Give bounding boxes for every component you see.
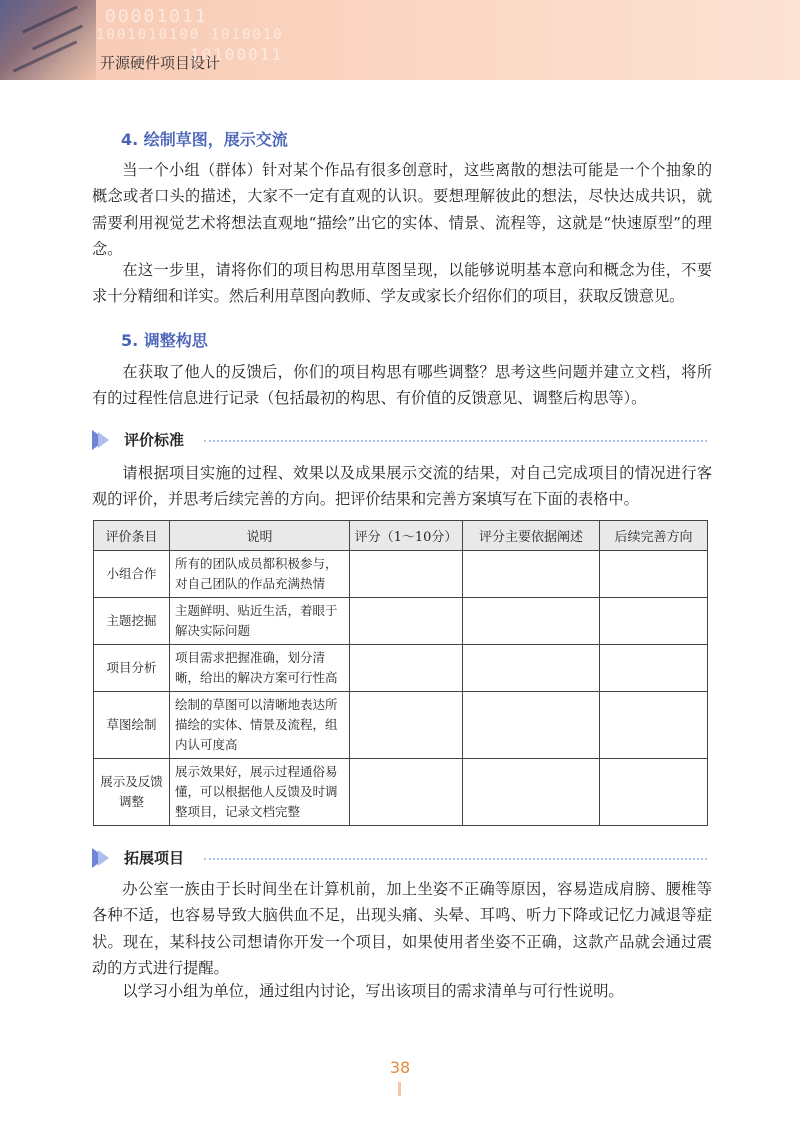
table-row: [94, 598, 708, 645]
score-cell[interactable]: [350, 759, 463, 826]
binary-decoration: 1001010100 1010010: [96, 27, 284, 43]
section-5-heading: 5. 调整构思: [121, 331, 208, 350]
score-cell[interactable]: [350, 645, 463, 692]
criterion-item: 展示及反馈调整: [94, 759, 170, 826]
basis-cell[interactable]: [463, 551, 600, 598]
section-4-heading: 4. 绘制草图，展示交流: [121, 130, 288, 149]
criterion-item: 项目分析: [94, 645, 170, 692]
table-header-row: [94, 521, 708, 551]
evaluation-intro: 请根据项目实施的过程、效果以及成果展示交流的结果，对自己完成项目的情况进行客观的评价，并思考后续完善的方向。把评价结果和完善方案填写在下面的表格中。: [92, 464, 712, 509]
binary-decoration: 00001011: [105, 6, 208, 27]
column-header: 评价条目: [94, 521, 170, 551]
improvement-cell[interactable]: [600, 598, 708, 645]
criterion-item: 主题挖掘: [94, 598, 170, 645]
header-photo: [0, 0, 96, 80]
book-title: 开源硬件项目设计: [100, 54, 221, 72]
evaluation-section-header: [92, 429, 707, 451]
improvement-cell[interactable]: [600, 692, 708, 759]
column-header: 评分主要依据阐述: [463, 521, 600, 551]
page-number-bar: [398, 1082, 401, 1096]
section-marker-icon: [98, 850, 109, 866]
evaluation-table: [93, 520, 708, 826]
photo-stroke: [32, 25, 83, 51]
criterion-item: 小组合作: [94, 551, 170, 598]
basis-cell[interactable]: [463, 598, 600, 645]
table-row: [94, 759, 708, 826]
dotted-divider: [204, 858, 707, 860]
criterion-description: 展示效果好，展示过程通俗易懂，可以根据他人反馈及时调整项目，记录文档完整: [170, 759, 350, 826]
section-4-paragraph-2: 在这一步里，请将你们的项目构思用草图呈现，以能够说明基本意向和概念为佳，不要求十分精细和详实。然后利用草图向教师、学友或家长介绍你们的项目，获取反馈意见。: [92, 261, 712, 306]
extension-section-header: [92, 847, 707, 869]
page-number: 38: [389, 1058, 411, 1077]
score-cell[interactable]: [350, 598, 463, 645]
page-header: [0, 0, 800, 80]
column-header: 说明: [170, 521, 350, 551]
criterion-description: 项目需求把握准确，划分清晰，给出的解决方案可行性高: [170, 645, 350, 692]
criterion-description: 主题鲜明、贴近生活，着眼于解决实际问题: [170, 598, 350, 645]
dotted-divider: [204, 440, 707, 442]
extension-paragraph-1: 办公室一族由于长时间坐在计算机前，加上坐姿不正确等原因，容易造成肩膀、腰椎等各种不适，也容易导致大脑供血不足，出现头痛、头晕、耳鸣、听力下降或记忆力减退等症状。现在，某科技公司想请你开发一个项目，如果使用者坐姿不正确，这款产品就会通过震动的方式进行提醒。: [92, 880, 712, 977]
score-cell[interactable]: [350, 551, 463, 598]
table-row: [94, 692, 708, 759]
evaluation-section-label: 评价标准: [124, 431, 185, 449]
binary-decoration: 10100011: [190, 45, 284, 64]
extension-paragraph-2: 以学习小组为单位，通过组内讨论，写出该项目的需求清单与可行性说明。: [122, 982, 624, 1000]
table-row: [94, 551, 708, 598]
extension-section-label: 拓展项目: [124, 849, 185, 867]
column-header: 评分（1～10分）: [350, 521, 463, 551]
improvement-cell[interactable]: [600, 759, 708, 826]
section-marker-icon: [98, 432, 109, 448]
basis-cell[interactable]: [463, 692, 600, 759]
table-row: [94, 645, 708, 692]
basis-cell[interactable]: [463, 645, 600, 692]
criterion-description: 绘制的草图可以清晰地表达所描绘的实体、情景及流程，组内认可度高: [170, 692, 350, 759]
improvement-cell[interactable]: [600, 645, 708, 692]
photo-stroke: [13, 40, 78, 72]
section-4-paragraph-1: 当一个小组（群体）针对某个作品有很多创意时，这些离散的想法可能是一个个抽象的概念或者口头的描述，大家不一定有直观的认识。要想理解彼此的想法，尽快达成共识，就需要利用视觉艺术将想法直观地“描绘”出它的实体、情景、流程等，这就是“快速原型”的理念。: [92, 161, 712, 258]
column-header: 后续完善方向: [600, 521, 708, 551]
basis-cell[interactable]: [463, 759, 600, 826]
score-cell[interactable]: [350, 692, 463, 759]
criterion-item: 草图绘制: [94, 692, 170, 759]
improvement-cell[interactable]: [600, 551, 708, 598]
section-5-paragraph-1: 在获取了他人的反馈后，你们的项目构思有哪些调整？思考这些问题并建立文档，将所有的过程性信息进行记录（包括最初的构思、有价值的反馈意见、调整后构思等）。: [92, 363, 712, 408]
criterion-description: 所有的团队成员都积极参与，对自己团队的作品充满热情: [170, 551, 350, 598]
